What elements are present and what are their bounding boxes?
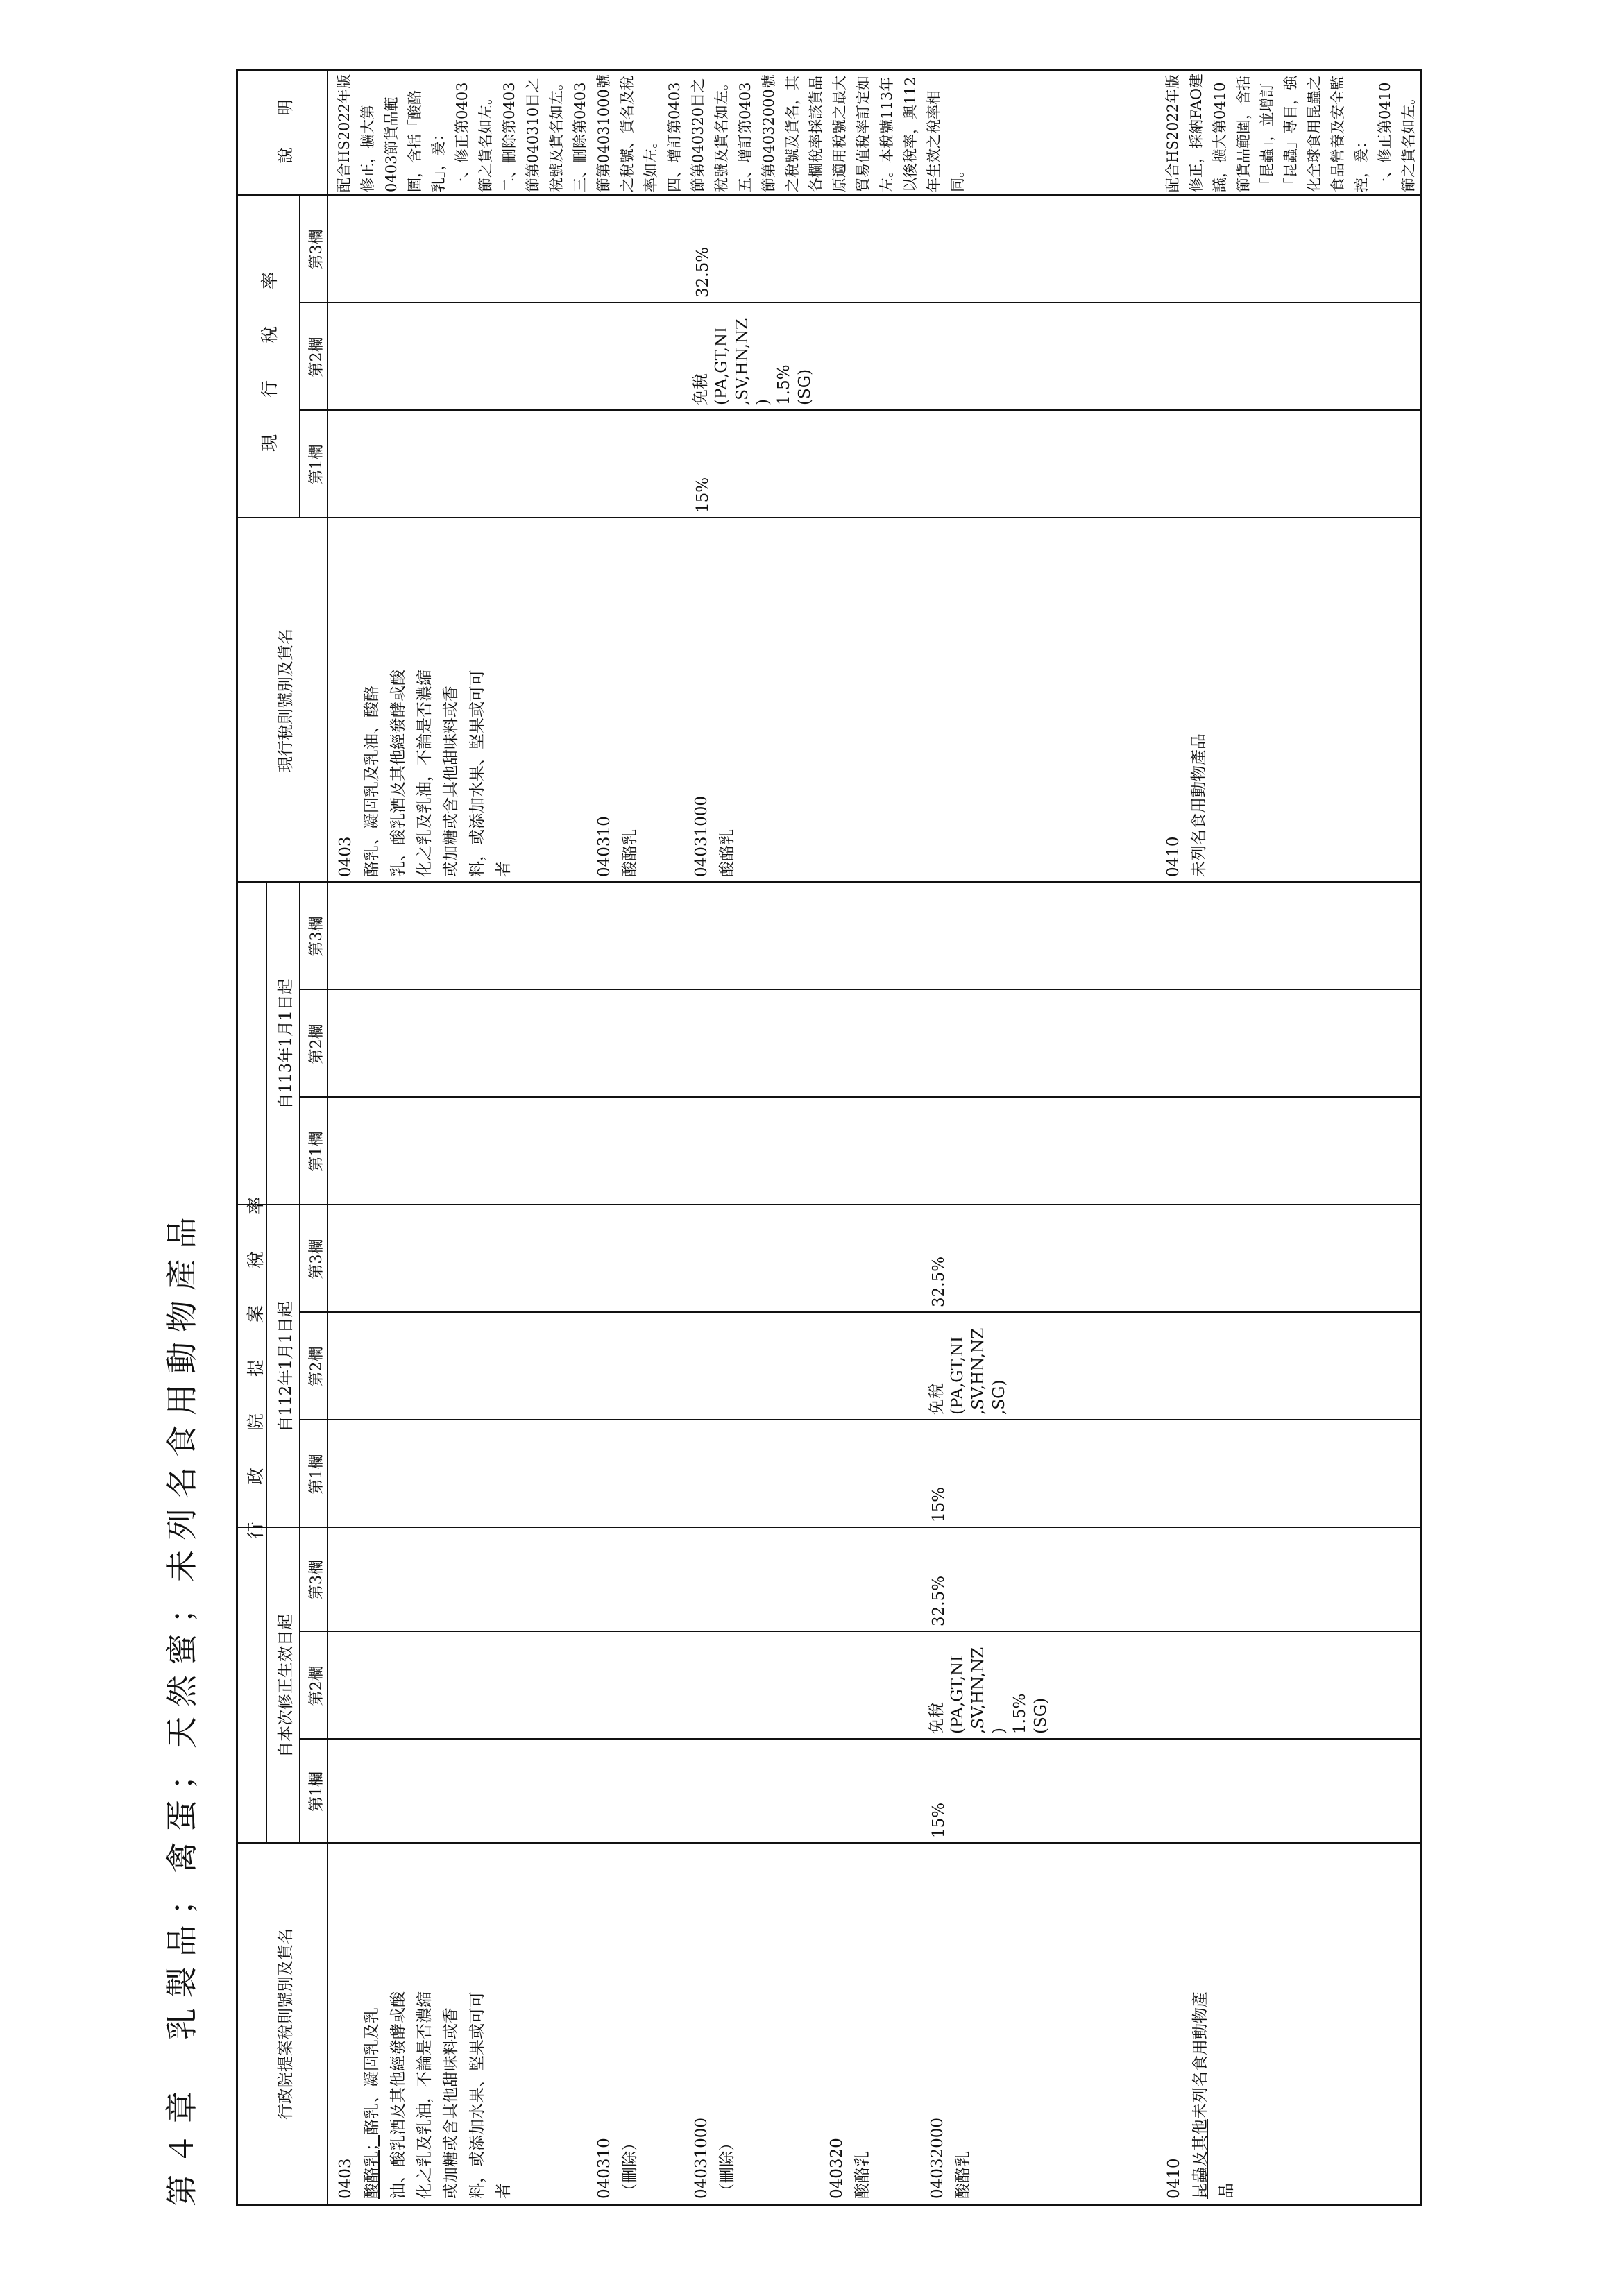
note-item: 一、修正第0403節之貨名如左。: [454, 82, 494, 192]
rule: [299, 1738, 1420, 1740]
current-row-0403: [332, 669, 517, 877]
proposed-row-0410: [1161, 1991, 1240, 2199]
chapter-title: 第４章 乳製品；禽蛋；天然蜜；未列名食用動物產品: [163, 1207, 201, 2206]
goods-description: 酪乳、凝固乳及乳油、酸酪乳、酸乳酒及其他經發酵或酸化之乳及乳油，不論是否濃縮或加糖或含其他甜味料或香料，或添加水果、堅果或可可者: [363, 670, 513, 877]
rate-b-col1: 15%: [930, 1486, 948, 1522]
rule: [238, 517, 1420, 518]
note-item: 四、增訂第0403節第040320目之稅號及貨名如左。: [666, 76, 730, 192]
tariff-code: 04031000: [692, 795, 711, 877]
note-item: 二、刪除第0403節第040310目之稅號及貨名如左。: [501, 76, 565, 192]
header-col3: 第3欄: [308, 229, 325, 270]
goods-description: 酸酪乳: [718, 829, 736, 877]
goods-description: 未列名食用動物產品: [1190, 733, 1208, 877]
proposed-row-04031000: [689, 2118, 740, 2199]
rule: [238, 1842, 1420, 1844]
header-col3: 第3欄: [308, 916, 325, 957]
goods-description: 酸酪乳: [954, 2151, 972, 2199]
tariff-code: 0403: [337, 836, 355, 877]
tariff-code: 04031000: [692, 2117, 711, 2199]
proposed-row-040320: [824, 2138, 876, 2199]
goods-description: 昆蟲及其他未列名食用動物產品: [1191, 1991, 1236, 2199]
current-row-0410: [1161, 733, 1212, 877]
header-note: 說 明: [277, 99, 295, 164]
goods-description: 酸酪乳: [621, 829, 639, 877]
header-period-b: 自112年1月1日起: [277, 1301, 295, 1432]
proposed-row-0403: [332, 1991, 517, 2199]
current-rate-col3: 32.5%: [694, 246, 712, 298]
tariff-code: 04032000: [928, 2117, 946, 2199]
header-col1: 第1欄: [308, 1771, 325, 1812]
tariff-code: 040310: [595, 816, 613, 877]
rule: [299, 883, 300, 1844]
tariff-table: [236, 69, 1422, 2206]
header-proposed-goods: 行政院提案稅則號別及貨名: [277, 1928, 295, 2120]
header-current-group: 現 行 稅 率: [260, 262, 280, 452]
rate-a-col1: 15%: [930, 1802, 948, 1838]
header-col3: 第3欄: [308, 1239, 325, 1279]
note-item: 一、修正第0410節之貨名如左。: [1377, 82, 1417, 192]
rule: [299, 1419, 1420, 1420]
proposed-row-04032000: [925, 2118, 976, 2199]
header-current-goods: 現行稅則號別及貨名: [277, 629, 295, 772]
note-item: 三、刪除第0403節第04031000號之稅號、貨名及稅率如左。: [572, 74, 659, 192]
header-period-a: 自本次修正生效日起: [277, 1614, 295, 1758]
rule: [299, 989, 1420, 990]
goods-description: 酸酪乳: [853, 2151, 872, 2199]
rule: [238, 1527, 1420, 1528]
rule: [299, 1096, 1420, 1098]
note-block-0410: [1161, 71, 1420, 192]
note-intro: 配合HS2022年版修正，擴大第0403節貨品範圍，含括「酸酪乳」，爰：: [336, 74, 447, 192]
header-col1: 第1欄: [308, 1131, 325, 1172]
rule: [299, 1631, 1420, 1632]
rule: [238, 881, 1420, 883]
rotated-page: [132, 69, 1429, 2206]
rate-a-col2: 免稅 (PA,GT,NI ,SV,HN,NZ ) 1.5% (SG): [928, 1647, 1050, 1734]
header-col2: 第2欄: [308, 1346, 325, 1387]
rate-a-col3: 32.5%: [930, 1575, 948, 1626]
goods-description: （刪除）: [621, 2135, 639, 2199]
header-period-c: 自113年1月1日起: [277, 978, 295, 1109]
note-block-0403: [332, 71, 969, 192]
current-row-04031000: [689, 796, 740, 877]
current-rate-col2: 免稅 (PA,GT,NI ,SV,HN,NZ ) 1.5% (SG): [692, 318, 814, 405]
goods-description: （刪除）: [718, 2135, 736, 2199]
header-col2: 第2欄: [308, 1665, 325, 1706]
header-col2: 第2欄: [308, 1023, 325, 1064]
tariff-code: 0403: [337, 2158, 355, 2199]
tariff-code: 0410: [1164, 836, 1182, 877]
rule: [299, 196, 300, 518]
rate-b-col2: 免稅 (PA,GT,NI ,SV,HN,NZ ,SG): [928, 1327, 1008, 1415]
rule: [327, 71, 328, 2204]
note-intro: 配合HS2022年版修正，採納FAO建議，擴大第0410節貨品範圍，含括「昆蟲」，並增訂「昆蟲」專目，強化全球食用昆蟲之食品營養及安全監控，爰：: [1164, 73, 1370, 192]
rule: [238, 194, 1420, 196]
rule: [238, 1204, 1420, 1205]
underlined-text: 酸酪乳；: [363, 2135, 381, 2199]
rule: [299, 302, 1420, 303]
goods-description: 酸酪乳；酪乳、凝固乳及乳油、酸乳酒及其他經發酵或酸化之乳及乳油，不論是否濃縮或加糖或含其他甜味料或香料，或添加水果、堅果或可可者: [363, 1991, 513, 2199]
header-col3: 第3欄: [308, 1560, 325, 1600]
proposed-row-040310: [592, 2135, 643, 2199]
rule: [299, 409, 1420, 411]
rule: [299, 1311, 1420, 1313]
header-col2: 第2欄: [308, 337, 325, 377]
underlined-text: 昆蟲及其他: [1191, 2119, 1209, 2199]
header-proposed-group: 行 政 院 提 案 稅 率: [246, 1187, 266, 1540]
current-rate-col1: 15%: [694, 477, 712, 513]
rate-b-col3: 32.5%: [930, 1256, 948, 1307]
header-col1: 第1欄: [308, 444, 325, 485]
current-row-040310: [592, 816, 643, 877]
tariff-code: 040310: [595, 2138, 613, 2199]
tariff-code: 040320: [828, 2138, 846, 2199]
note-item: 五、增訂第0403節第04032000號之稅號及貨名，其各欄稅率採該貨品原適用稅號之最大貿易值稅率訂定如左。本稅號113年以後稅率，與112年生效之稅率相同。: [737, 74, 966, 192]
tariff-code: 0410: [1165, 2158, 1183, 2199]
header-col1: 第1欄: [308, 1454, 325, 1495]
